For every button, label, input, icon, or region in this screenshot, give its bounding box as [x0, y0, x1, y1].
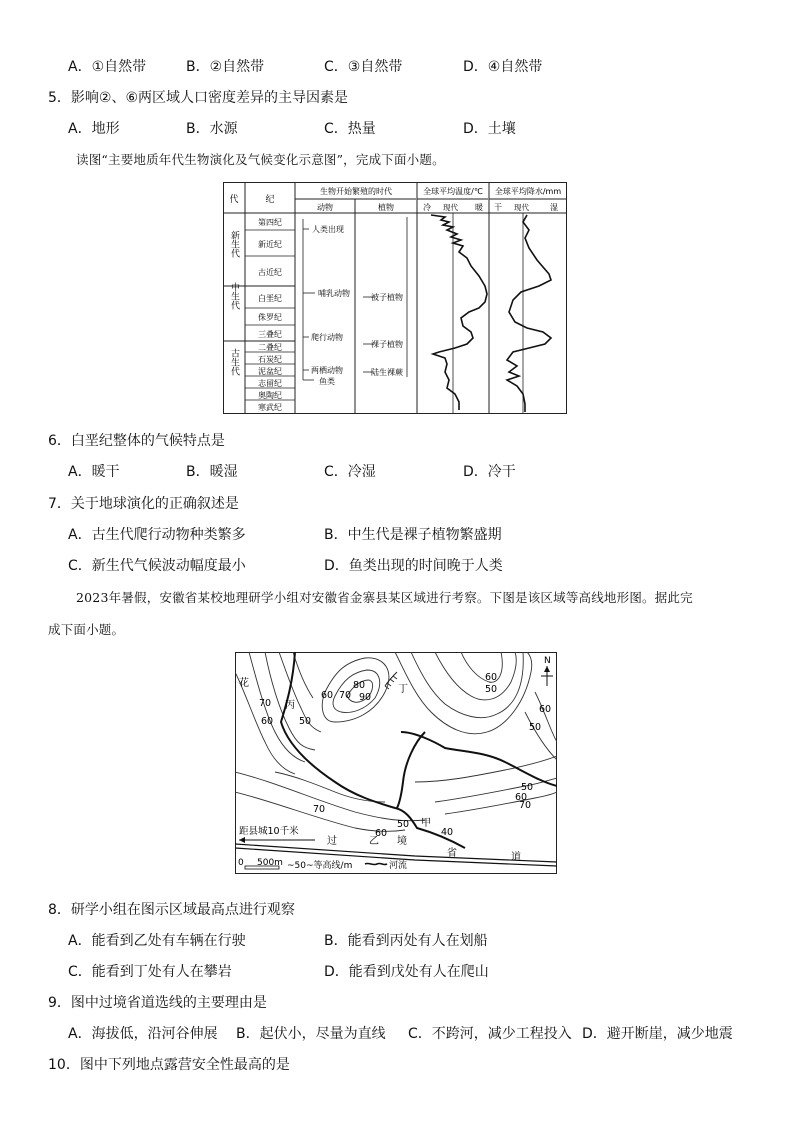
- place-jia: 甲: [421, 818, 431, 829]
- q8-option-d: D．能看到戊处有人在爬山: [324, 964, 489, 980]
- animal-human: 人类出现: [312, 225, 344, 234]
- contour-label: 70: [339, 690, 352, 701]
- animal-amphibian: 两栖动物: [311, 366, 343, 375]
- q5-option-d: D．土壤: [463, 121, 516, 137]
- plant-psilophyte: 陆生裸蕨: [371, 368, 403, 377]
- contour-label: 60: [375, 828, 388, 839]
- place-bing: 丙: [285, 700, 295, 711]
- era-cenozoic-1: 新生代: [229, 230, 239, 258]
- q9-option-a: A．海拔低，沿河谷伸展: [68, 1026, 218, 1042]
- q8-option-a: A．能看到乙处有车辆在行驶: [68, 933, 246, 949]
- q8-option-b: B．能看到丙处有人在划船: [324, 933, 488, 949]
- animal-reptile: 爬行动物: [311, 333, 343, 342]
- q6-option-b: B．暖湿: [186, 464, 238, 480]
- period-devonian: 泥盆纪: [258, 367, 282, 376]
- era-paleozoic: 古生代: [229, 348, 239, 376]
- header-animal: 动物: [317, 203, 333, 212]
- contour-label: 60: [485, 672, 498, 683]
- contour-label: 40: [441, 827, 454, 838]
- contour-label: 70: [313, 804, 326, 815]
- precip-now-label: 现代: [514, 203, 529, 212]
- period-cretaceous: 白垩纪: [258, 294, 282, 303]
- place-hua: 花: [239, 678, 249, 689]
- contour-label: 50: [485, 684, 498, 695]
- scale-zero: 0: [238, 858, 244, 868]
- period-neogene: 新近纪: [258, 240, 282, 249]
- contour-label: 70: [259, 698, 272, 709]
- q9-option-d: D．避开断崖，减少地震: [582, 1026, 733, 1042]
- contour-label: 70: [519, 800, 532, 811]
- place-ding: 丁: [398, 684, 408, 695]
- contour-label: 60: [515, 792, 528, 803]
- contour-label: 50: [299, 716, 312, 727]
- q4-option-a: A．①自然带: [68, 59, 147, 75]
- q4-option-c: C．③自然带: [324, 59, 403, 75]
- intro-contour-line2: 成下面小题。: [48, 622, 125, 637]
- q9-option-b: B．起伏小，尽量为直线: [236, 1026, 386, 1042]
- q6-option-c: C．冷湿: [324, 464, 376, 480]
- header-period: 纪: [265, 195, 275, 205]
- header-era: 代: [229, 195, 239, 205]
- header-plant: 植物: [378, 203, 394, 212]
- header-bio: 生物开始繁殖的时代: [320, 187, 392, 196]
- q7-option-c: C．新生代气候波动幅度最小: [68, 558, 246, 574]
- q7-option-a: A．古生代爬行动物种类繁多: [68, 527, 246, 543]
- legend-river: 河流: [389, 861, 408, 871]
- intro-geologic-figure: 读图“主要地质年代生物演化及气候变化示意图”，完成下面小题。: [76, 152, 445, 167]
- temp-cold-label: 冷: [423, 203, 431, 212]
- q5-option-c: C．热量: [324, 121, 376, 137]
- q8-option-c: C．能看到丁处有人在攀岩: [68, 964, 232, 980]
- period-carboniferous: 石炭纪: [258, 355, 282, 364]
- road-sheng: 省: [447, 848, 457, 859]
- period-permian: 二叠纪: [258, 343, 282, 352]
- q6-stem: 6．白垩纪整体的气候特点是: [48, 433, 225, 449]
- contour-map: [235, 652, 557, 874]
- q7-stem: 7．关于地球演化的正确叙述是: [48, 496, 239, 512]
- geologic-time-figure: [223, 182, 567, 414]
- period-quaternary: 第四纪: [258, 218, 282, 227]
- animal-mammal: 哺乳动物: [318, 289, 350, 298]
- q6-option-a: A．暖干: [68, 464, 120, 480]
- q9-stem: 9．图中过境省道选线的主要理由是: [48, 995, 267, 1011]
- q4-option-b: B．②自然带: [186, 59, 265, 75]
- contour-label: 50: [521, 782, 534, 793]
- era-mesozoic: 中生代: [229, 282, 239, 310]
- contour-label: 50: [529, 722, 542, 733]
- legend-contour: ~50~等高线/m: [287, 861, 353, 871]
- q4-option-d: D．④自然带: [463, 59, 543, 75]
- period-triassic: 三叠纪: [258, 330, 282, 339]
- precip-dry-label: 干: [494, 203, 502, 212]
- q10-stem: 10．图中下列地点露营安全性最高的是: [48, 1057, 290, 1073]
- road-jing: 境: [397, 836, 407, 847]
- contour-label: 60: [261, 716, 274, 727]
- period-cambrian: 寒武纪: [258, 403, 282, 412]
- road-guo: 过: [327, 836, 337, 847]
- temp-warm-label: 暖: [475, 203, 483, 212]
- place-yi: 乙: [369, 836, 379, 847]
- intro-contour-line1: 2023年暑假，安徽省某校地理研学小组对安徽省金寨县某区域进行考察。下图是该区域等高线地形图。据此完: [76, 590, 693, 605]
- q5-option-b: B．水源: [186, 121, 238, 137]
- period-ordovician: 奥陶纪: [258, 391, 282, 400]
- period-jurassic: 侏罗纪: [258, 313, 282, 322]
- period-silurian: 志留纪: [258, 379, 282, 388]
- contour-label: 80: [353, 680, 366, 691]
- contour-label: 60: [321, 690, 334, 701]
- q5-option-a: A．地形: [68, 121, 120, 137]
- q6-option-d: D．冷干: [463, 464, 516, 480]
- header-precip: 全球平均降水/mm: [494, 187, 562, 196]
- road-dao: 道: [511, 852, 521, 863]
- contour-label: 50: [397, 819, 410, 830]
- period-paleogene: 古近纪: [258, 268, 282, 277]
- header-temp: 全球平均温度/℃: [423, 187, 483, 196]
- temp-now-label: 现代: [443, 203, 458, 212]
- animal-fish: 鱼类: [319, 377, 335, 386]
- county-distance: 距县城10千米: [239, 826, 299, 837]
- q7-option-d: D．鱼类出现的时间晚于人类: [324, 558, 503, 574]
- contour-label: 90: [359, 692, 372, 703]
- scale-label: 500m: [257, 858, 283, 868]
- q8-stem: 8．研学小组在图示区域最高点进行观察: [48, 902, 295, 918]
- plant-angiosperm: 被子植物: [371, 293, 403, 302]
- north-label: N: [544, 656, 551, 666]
- q7-option-b: B．中生代是裸子植物繁盛期: [324, 527, 502, 543]
- q5-stem: 5．影响②、⑥两区域人口密度差异的主导因素是: [48, 90, 349, 106]
- precip-wet-label: 湿: [550, 203, 558, 212]
- plant-gymnosperm: 裸子植物: [371, 340, 403, 349]
- q9-option-c: C．不跨河，减少工程投入: [408, 1026, 572, 1042]
- contour-label: 60: [539, 704, 552, 715]
